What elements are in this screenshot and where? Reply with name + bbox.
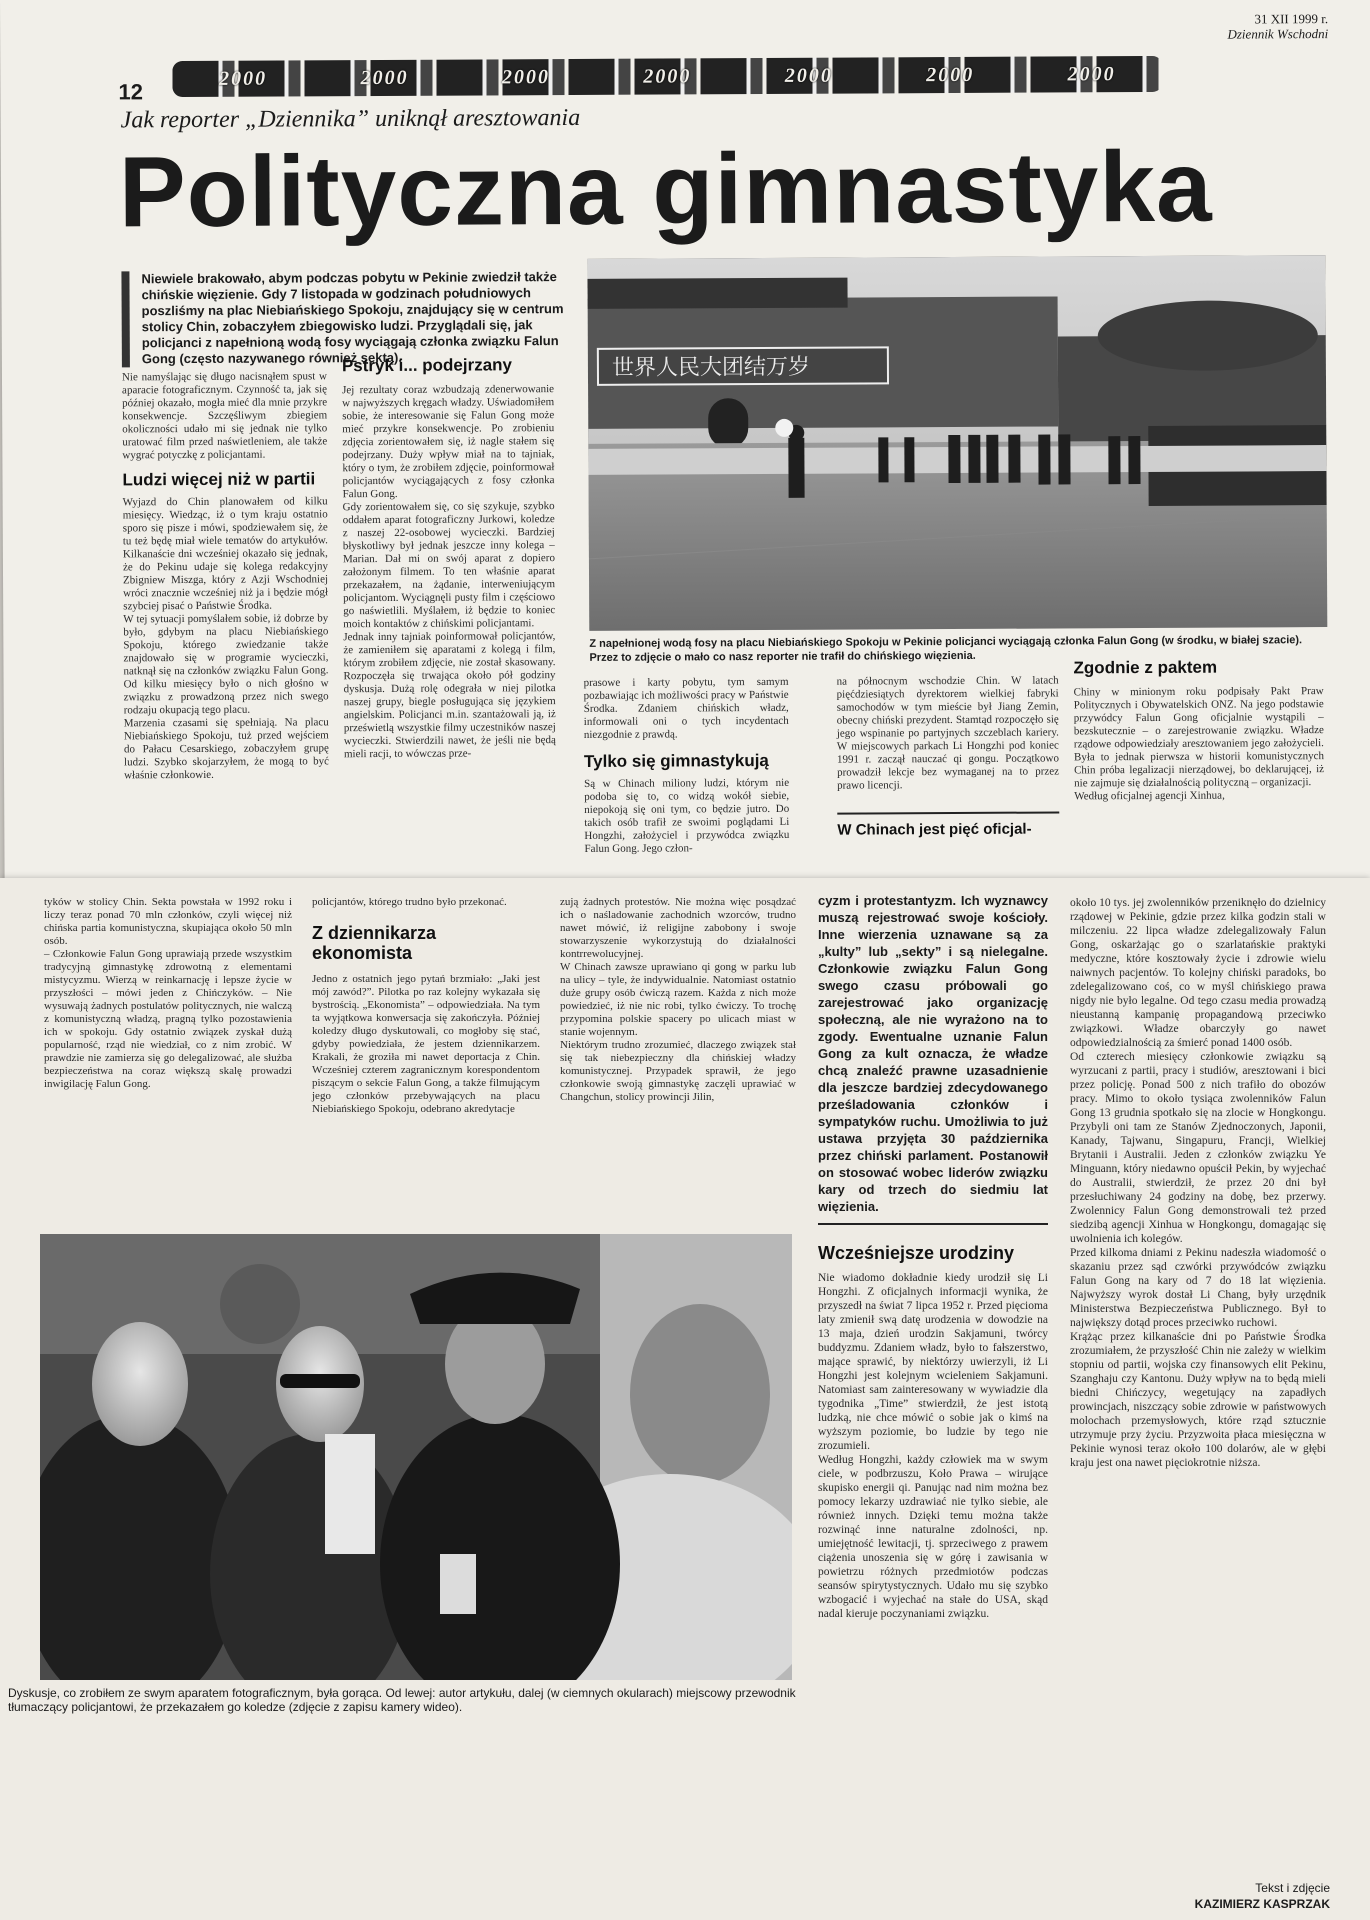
bottom-column-2 [312, 896, 540, 1116]
dateline [1227, 11, 1328, 42]
subhead-zgodnie: Zgodnie z paktem [1073, 657, 1218, 678]
photo1-caption: Z napełnionej wodą fosy na placu Niebiańskiego Spokoju w Pekinie policjanci wyciągają członka Falun Gong (w środku, w białej szacie). Przez to zdjęcie o mało co nasz reporter nie trafił do chińskiego więzienia. [589, 634, 1303, 664]
newspaper-name: Dziennik Wschodni [1227, 26, 1329, 42]
col4-top: na północnym wschodzie Chin. W latach pięćdziesiątych dyrektorem wielkiej fabryki samochodów w tym mieście był Jiang Zemin, obecny chiński prezydent. Stamtąd rozpoczęło się jego wspinanie po partyjnych szczeblach kariery. W miejscowych parkach Li Hongzhi pod koniec 1991 r. zaczął nauczać qi gongu. Początkowo prowadził lekcje bez wymaganej na to przez prawo licencji. [836, 674, 1060, 792]
newspaper-page-top [0, 0, 1370, 888]
col1-intro: Nie namyślając się długo nacisnąłem spust w aparacie fotograficznym. Czynność ta, jak się później okazało, mogła mieć dla mnie przykre konsekwencje. Szczęśliwym zbiegiem okoliczności udało mi się jednak nie tylko uratować film przed naświetleniem, ale także wygrać potyczkę z policjantami. [121, 370, 328, 462]
subhead-urodziny: Wcześniejsze urodziny [818, 1243, 1015, 1263]
photo2-caption: Dyskusje, co zrobiłem ze swym aparatem fotograficznym, była gorąca. Od lewej: autor artykułu, dalej (w ciemnych okularach) miejscowy przewodnik tłumaczący policjantowi, że przekazałem go koledze (zdjęcie z zapisu kamery wideo). [8, 1686, 796, 1714]
subhead-pstryk: Pstryk i... podejrzany [341, 355, 513, 376]
photo-discussion-image [40, 1234, 792, 1680]
newspaper-page-bottom [0, 878, 1370, 1920]
subhead-tylko: Tylko się gimnastykują [583, 750, 769, 771]
column-4 [837, 674, 1060, 840]
subhead-ludzi: Ludzi więcej niż w partii [122, 469, 316, 490]
column-3 [584, 676, 790, 856]
bottom-column-4 [818, 892, 1048, 1621]
col3-body: Są w Chinach miliony ludzi, którym nie podoba się to, co widzą wokół siebie, niepokoją się oni tym, co będzie jutro. Do takich osób trafił ze swoimi poglądami Li Hongzhi, założyciel i przywódca związku Falun Gong. Jego człon- [584, 776, 790, 855]
subhead-dziennikarz: Z dziennikarza ekonomista [312, 923, 437, 963]
band-2000: 2000 [501, 65, 551, 88]
band-2000: 2000 [643, 64, 692, 88]
page-number: 12 [118, 79, 144, 105]
photo-tiananmen [587, 255, 1327, 631]
band-2000: 2000 [360, 66, 409, 89]
lead-paragraph: Niewiele brakowało, abym podczas pobytu w Pekinie zwiedził także chińskie więzienie. Gdy 7 listopada w godzinach południowych poszliśmy na plac Niebiańskiego Spokoju, znajdujący się w centrum stolicy Chin, zobaczyłem zbiegowisko ludzi. Przyglądali się, jak policjanci z napełnioną wodą fosy wyciągają członka związku Falun Gong (często nazywanego również sektą). [121, 269, 581, 367]
band-2000: 2000 [926, 63, 975, 86]
bottom-column-1: tyków w stolicy Chin. Sekta powstała w 1992 roku i liczy teraz ponad 70 mln członków, czyli więcej niż chińska partia komunistyczna, skupiająca około 50 mln osób. – Członkowie Falun Gong uprawiają przede wszystkim tradycyjną gimnastykę zdrowotną z elementami mistycyzmu. Wierzą w reinkarnację i lepsze życie w przyszłości – mówi jeden z Chińczyków. – Nie wysuwają żadnych postulatów politycznych, nie walczą z komunistyczną władzą, pragną tylko pozostawienia ich w spokoju. Gdy ostatnio związek zyskał dużą popularność, rząd nie wiedział, co z nim zrobić. W prawdzie nie zamierza się go delegalizować, ale służba bezpieczeństwa na coraz większą skalę prowadzi inwigilację Falun Gong. [44, 896, 292, 1090]
bottom-column-5: około 10 tys. jej zwolenników przeniknęło do dzielnicy rządowej w Pekinie, gdzie przez kilka godzin stali w milczeniu. 22 lipca władze zdelegalizowały Falun Gong, oskarżając go o szarlatańskie praktyki medyczne, które kosztowały życie i zdrowie wielu naiwnych pacjentów. To kolejny chiński paradoks, bo zdelegalizowano coś, co w myśl chińskiego prawa nigdy nie było legalne. Od tego czasu media prowadzą nieustanną kampanię propagandową przeciwko związkowi. Władze obarczyły go nawet odpowiedzialnością za śmierć ponad 1400 osób. Od czterech miesięcy członkowie związku są wyrzucani z partii, pracy i studiów, aresztowani i bici przez policję. Ponad 500 z nich trafiło do obozów pracy. Mimo to około tysiąca zwolenników Falun Gong 13 grudnia spotkało się na zlocie w Hongkongu. Przybyli oni tam ze Stanów Zjednoczonych, Japonii, Kanady, Tajwanu, Singapuru, Francji, Wielkiej Brytanii i Australii. Jeden z członków związku Ye Minguann, który niedawno opuścił Pekin, by wyjechać do Australii, stwierdził, że przez 20 dni był przesłuchiwany 24 godziny na dobę, bez przerwy. Zwolennicy Falun Gong demonstrowali też przed siedzibą agencji Xinhua w Hongkongu, domagając się uwolnienia ich kolegów. Przed kilkoma dniami z Pekinu nadeszła wiadomość o skazaniu przez sąd czwórki przywódców związku Falun Gong na kary od 7 do 18 lat więzienia. Najwyższy wyrok dostał Li Chang, były urzędnik Ministerstwa Bezpieczeństwa Publicznego. Był to największy dotąd proces przeciwko ruchowi. Krążąc przez kilkanaście dni po Państwie Środka zrozumiałem, że przyszłość Chin nie zależy w wielkim stopniu od partii, wojska czy finansowych elit Pekinu, Szanghaju czy Kantonu. Duży wpływ na to będą mieli biedni Chińczycy, wegetujący na zapadłych prowincjach, niszczący sobie zdrowie w państwowych molochach przemysłowych, które rząd sztucznie utrzymuje przy życiu. Przyzwoita płaca miesięczna w Pekinie wynosi teraz około 100 dolarów, ale w głębi kraju jest ona nawet pięciokrotnie niższa. [1070, 897, 1326, 1469]
photo-tiananmen-image [587, 255, 1327, 631]
b-col4-body: Nie wiadomo dokładnie kiedy urodził się Li Hongzhi. Z oficjalnych informacji wynika, że przyszedł na świat 7 lipca 1952 r. Przed pięcioma laty zmienił swą datę urodzenia w dowodzie na 13 maja, dzień urodzin Sakjamuni, twórcy buddyzmu. Zdaniem władz, było to fałszerstwo, mające sprawić, by niektórzy uwierzyli, iż Li Hongzhi jest kolejnym wcieleniem Sakjamuni. Natomiast sam zainteresowany w wywiadzie dla tygodnika „Time” stwierdził, że jest istotą ludzką, nie chce mówić o sobie jak o kimś na wyższym poziomie, bo ludzie by tego nie zrozumieli. Według Hongzhi, każdy człowiek ma w swym ciele, w podbrzuszu, Koło Prawa – wirujące skupisko energii qi. Panując nad nim można bez pomocy lekarzy uzdrawiać nie tylko siebie, ale również innych. Dzięki temu można także rozwinąć inne naturalne zdolności, np. umiejętność lewitacji, tj. sprzeciwego z prawem ciążenia unoszenia się w górę i zawisania w powietrzu różnych przedmiotów podczas seansów spirytystycznych. Udało mu się szybko wzbogacić i wyjechać na stałe do USA, skąd nadal kieruje poczynaniami związku. [818, 1272, 1048, 1620]
byline-author: KAZIMIERZ KASPRZAK [1194, 1897, 1330, 1911]
b-col2-top: policjantów, którego trudno było przekonać. [312, 896, 507, 908]
headline: Polityczna gimnastyka [118, 130, 1213, 249]
col3-top: prasowe i karty pobytu, tym samym pozbawiając ich możliwości pracy w Państwie Środka. Zdaniem chińskich władz, informowali oni o tych incydentach niezgodnie z prawdą. [583, 675, 789, 741]
photo-discussion [40, 1234, 792, 1680]
col1-body: Wyjazd do Chin planowałem od kilku miesięcy. Wiedząc, iż o tym kraju ostatnio sporo się pisze i mówi, spodziewałem się, że tu też będę miał wiele tematów do artykułów. Kilkanaście dni wcześniej okazało się jednak, że do Pekinu udaje się kolega redakcyjny Zbigniew Miszga, który z Azji Wschodniej wróci znacznie wcześniej niż ja i będzie mógł szybciej pisać o Państwie Środka. W tej sytuacji pomyślałem sobie, iż dobrze by było, gdybym na placu Niebiańskiego Spokoju, którego zwiedzanie także znajdowało się w programie wycieczki, natknął się na członków związku Falun Gong. Od kilku miesięcy było o nich głośno w związku z prowadzoną przez nich swego rodzaju okupacją tego placu. Marzenia czasami się spełniają. Na placu Niebiańskiego Spokoju, tuż przed wejściem do Pałacu Cesarskiego, zobaczyłem grupę ludzi. Szybko skojarzyłem, że mogą to być właśnie członkowie. [122, 495, 330, 782]
col2-body: Jej rezultaty coraz wzbudzają zdenerwowanie w najwyższych kręgach władzy. Uświadomiłem sobie, że interesowanie się Falun Gong może mieć przykre konsekwencje. Po zrobieniu zdjęcia zorientowałem się, iż nagle stałem się podejrzany. Duży wpływ miał na to tajniak, który o tym, że zrobiłem zdjęcie, poinformował policjantów wyciągających z fosy członka Falun Gong. Gdy zorientowałem się, co się szykuje, szybko oddałem aparat fotograficzny Jurkowi, koledze z naszej 22-osobowej wycieczki. Bardziej błyskotliwy był jednak jeszcze inny kolega – Marian. Dał mi on swój aparat z dopiero założonym filmem. To ten właśnie aparat przekazałem, na żądanie, interweniującym policjantom. Wyciągnęli pusty film i częściowo go naświetlili. Myślałem, iż będzie to koniec moich kontaktów z chińskimi policjantami. Jednak inny tajniak poinformował policjantów, że zamieniłem się aparatami z kolegą i film, którym zrobiłem zdjęcie, nie został skasowany. Rozpoczęła się trwająca około pół godziny dyskusja. Dużą rolę odegrała w niej pilotka naszej grupy, biegle posługująca się językiem angielskim. Policjanci m.in. szantażowali ją, iż prześwietlą wszystkie filmy uczestników naszej wycieczki. Stwierdzili nawet, że jeśli nie będą mieli racji, to wówczas prze- [342, 383, 556, 761]
band-2000: 2000 [219, 67, 268, 90]
issue-date: 31 XII 1999 r. [1254, 11, 1329, 27]
kicker: Jak reporter „Dziennika” uniknął aresztowania [120, 104, 581, 134]
info-box: cyzm i protestantyzm. Ich wyznawcy muszą rejestrować swoje kościoły. Inne wierzenia uznawane są za „kulty” lub „sekty” i są nielegalne. Członkowie związku Falun Gong swego czasu próbowali go zarejestrować jako organizację społeczną, ale nie wyrażono na to zgody. Ewentualne uznanie Falun Gong za kult oznacza, że władze chcą znaleźć prawne uzasadnienie dla jeszcze bardziej zdecydowanego prześladowania członków i sympatyków ruchu. Umożliwia to już ustawa przyjęta 30 października przez chiński parlament. Postanowił on stosować wobec liderów związku kary od trzech do siedmiu lat więzienia. [818, 892, 1048, 1225]
b-col2-body: Jedno z ostatnich jego pytań brzmiało: „Jaki jest mój zawód?”. Pilotka po raz kolejny wykazała się bystrością. „Ekonomista” – odpowiedziała. Na tym ta wyjątkowa konwersacja się zakończyła. Później koledzy długo dyskutowali, co mogłoby się stać, gdyby powiedziała, że jestem dziennikarzem. Krakali, że groziła mi nawet deportacja z Chin. Wcześniej czterem zagranicznym korespondentom piszącym o sekcie Falun Gong, a także filmującym jego członków przebywających na placu Niebiańskiego Spokoju, odebrano akredytacje [312, 973, 540, 1115]
band-2000: 2000 [784, 64, 833, 87]
band-2000: 2000 [1067, 62, 1116, 85]
column-2 [342, 355, 557, 864]
box-heading: W Chinach jest pięć oficjal- [837, 811, 1059, 840]
bottom-column-3: zują żadnych protestów. Nie można więc posądzać ich o naśladowanie zachodnich wzorców, trudno nawet mówić, iż religijne zabobony i swoje stowarzyszenie wykorzystują do działalności kontrrewolucyjnej. W Chinach zawsze uprawiano qi gong w parku lub na ulicy – tyle, że indywidualnie. Natomiast ostatnio duże grupy osób ćwiczą razem. Każda z nich może powiedzieć, iż nie nic robi, tylko ćwiczy. To trochę przypomina polskie spacery po ulicach miast w stanie wojennym. Niektórym trudno zrozumieć, dlaczego związek stał się tak niebezpieczny dla chińskiej władzy komunistycznej. Przypadek sprawił, że jego członkowie swoją gimnastykę zaczęli uprawiać w Changchun, stolicy prowincji Jilin, [560, 896, 796, 1103]
column-1 [122, 370, 329, 786]
photo-banner-text: 世界人民大团结万岁 [611, 354, 811, 381]
byline-label: Tekst i zdjęcie [1255, 1881, 1330, 1895]
byline [1100, 1880, 1330, 1912]
col5-body: Chiny w minionym roku podpisały Pakt Praw Politycznych i Obywatelskich ONZ. Na jego podstawie przywódcy Falun Gong oficjalnie wystąpili – bezskutecznie – o zarejestrowanie związku. Władze rządowe odpowiedziały aresztowaniem jego założycieli. Była to jednak pierwsza w historii komunistycznych Chin próba legalizacji nierządowej, bo deklarującej, iż nie zajmuje się działalnością polityczną – organizacji. Według oficjalnej agencji Xinhua, [1073, 685, 1325, 803]
column-5 [1073, 657, 1324, 803]
millennium-band [172, 56, 1162, 97]
